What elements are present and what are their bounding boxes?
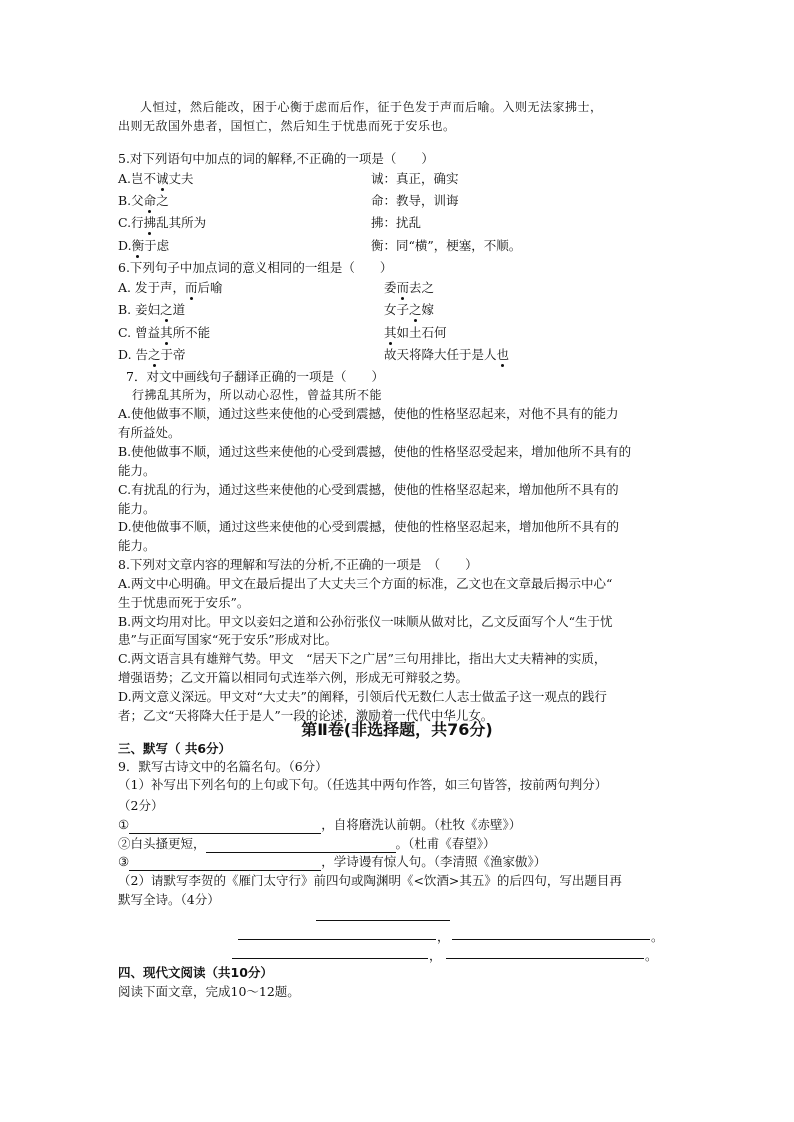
q7-option-d-line-2: 能力。 xyxy=(118,538,156,553)
poem-period-2: 。 xyxy=(645,948,658,963)
answer-blank-2[interactable] xyxy=(206,838,396,853)
q7-option-b-line-1: B.使他做事不顺，通过这些来使他的心受到震撼，使他的性格坚忍受起来，增加他所不具有的 xyxy=(118,444,632,459)
q8-option-d-line-2: 者；乙文“天将降大任于是人”一段的论述，激励着一代代中华儿女。 xyxy=(118,708,494,723)
q9-stem: 9．默写古诗文中的名篇名句。（6分） xyxy=(118,759,328,774)
q5-option-c: C.行拂乱其所为 拂：扰乱 xyxy=(118,215,422,230)
poem-line-3-blank[interactable] xyxy=(232,957,428,959)
q7-option-a-line-2: 有所益处。 xyxy=(118,425,181,440)
passage-line-2: 出则无敌国外患者，国恒亡，然后知生于忧患而死于安乐也。 xyxy=(118,119,456,133)
dotted-word: 也 xyxy=(496,347,510,362)
q9-sub2-instruction-line-2: 默写全诗。（4分） xyxy=(118,892,220,907)
q9-sub1-instruction: （1）补写出下列名句的上句或下句。（任选其中两句作答，如三句皆答，按前两句判分） xyxy=(118,777,608,792)
q5-stem: 5.对下列语句中加点的词的解释,不正确的一项是（ ） xyxy=(118,151,434,166)
dotted-word: 而 xyxy=(396,280,410,295)
poem-title-blank[interactable] xyxy=(316,919,450,921)
section-3-heading: 三、默写（ 共6分） xyxy=(118,741,232,756)
q5-option-d: D.衡于虑 衡：同“横”，梗塞，不顺。 xyxy=(118,238,522,253)
dotted-word: 其 xyxy=(160,325,173,340)
q7-option-d-line-1: D.使他做事不顺，通过这些来使他的心受到震撼，使他的性格坚忍起来，增加他所不具有的 xyxy=(118,519,620,534)
dotted-word: 之 xyxy=(148,347,161,362)
q8-stem: 8.下列对文章内容的理解和写法的分析,不正确的一项是 （ ） xyxy=(118,557,478,572)
answer-blank-3[interactable] xyxy=(129,856,321,871)
q7-quote: 行拂乱其所为，所以动心忍性，曾益其所不能 xyxy=(132,388,383,402)
q6-option-c: C. 曾益其所不能 其如土石何 xyxy=(118,325,447,340)
q5-option-b: B.父命之 命：教导，训诲 xyxy=(118,193,459,208)
part-2-title: 第Ⅱ卷(非选择题，共76分) xyxy=(301,720,493,739)
q8-option-b-line-2: 患”与正面写国家“死于安乐”形成对比。 xyxy=(118,632,338,647)
section-4-heading: 四、现代文阅读（共10分） xyxy=(118,965,273,980)
q5-option-d-gloss: 衡：同“横”，梗塞，不顺。 xyxy=(371,238,522,253)
dotted-word: 之 xyxy=(160,302,173,317)
q8-option-d-line-1: D.两文意义深远。甲文对“大丈夫”的阐释，引领后代无数仁人志士做孟子这一观点的践行 xyxy=(118,689,607,704)
poem-line-1-blank[interactable] xyxy=(238,938,436,940)
dotted-word: 而 xyxy=(184,280,198,295)
q6-option-b: B. 妾妇之道 女子之嫁 xyxy=(118,302,435,317)
q9-sub1-score: （2分） xyxy=(118,798,164,813)
poem-comma-1: ， xyxy=(437,929,450,944)
section-4-intro: 阅读下面文章，完成10～12题。 xyxy=(118,984,300,999)
q8-option-c-line-2: 增强语势；乙文开篇以相同句式连举六例，形成无可辩驳之势。 xyxy=(118,670,469,685)
q8-option-c-line-1: C.两文语言具有雄辩气势。甲文 “居天下之广居”三句用排比，指出大丈夫精神的实质， xyxy=(118,651,607,666)
poem-line-2-blank[interactable] xyxy=(452,938,650,940)
q7-option-c-line-2: 能力。 xyxy=(118,501,156,516)
q5-option-a-gloss: 诚：真正，确实 xyxy=(371,171,459,186)
q5-option-b-gloss: 命：教导，训诲 xyxy=(371,193,459,208)
dotted-word: 其 xyxy=(384,325,397,340)
dotted-word: 之 xyxy=(409,302,422,317)
q5-option-c-gloss: 拂：扰乱 xyxy=(371,215,422,230)
q8-option-b-line-1: B.两文均用对比。甲文以妾妇之道和公孙衍张仪一味顺从做对比，乙文反面写个人“生于忧 xyxy=(118,614,613,629)
q6-stem: 6.下列句子中加点词的意义相同的一组是（ ） xyxy=(118,260,393,275)
answer-blank-1[interactable] xyxy=(129,819,321,834)
poem-period-1: 。 xyxy=(651,929,664,944)
q9-item-1: ① ，自将磨洗认前朝。（杜牧《赤壁》） xyxy=(118,817,522,832)
dotted-word: 衡 xyxy=(131,238,145,253)
q7-option-a-line-1: A.使他做事不顺，通过这些来使他的心受到震撼，使他的性格坚忍起来，对他不具有的能力 xyxy=(118,406,619,421)
q5-option-a: A.岂不诚丈夫 诚：真正，确实 xyxy=(118,171,459,186)
q6-option-a: A. 发于声，而后喻 委而去之 xyxy=(118,280,435,295)
poem-comma-2: ， xyxy=(429,948,442,963)
q9-sub2-instruction-line-1: （2）请默写李贺的《雁门太守行》前四句或陶渊明《<饮酒>其五》的后四句，写出题目再 xyxy=(118,873,622,888)
q9-item-3: ③ ，学诗谩有惊人句。（李清照《渔家傲》） xyxy=(118,854,547,869)
q8-option-a-line-2: 生于忧患而死于安乐”。 xyxy=(118,595,250,610)
q7-option-b-line-2: 能力。 xyxy=(118,463,156,478)
q6-option-d: D. 告之于帝 故天将降大任于是人也 xyxy=(118,347,510,362)
dotted-word: 拂 xyxy=(143,215,157,230)
q7-option-c-line-1: C.有扰乱的行为，通过这些来使他的心受到震撼，使他的性格坚忍起来，增加他所不具有的 xyxy=(118,482,619,497)
dotted-word: 诚 xyxy=(156,171,169,186)
poem-line-4-blank[interactable] xyxy=(446,957,644,959)
q9-item-2: ②白头搔更短， 。（杜甫《春望》） xyxy=(118,836,496,851)
passage-line-1: 人恒过，然后能改，困于心衡于虑而后作，征于色发于声而后喻。入则无法家拂士， xyxy=(140,100,603,114)
dotted-word: 命 xyxy=(143,193,157,208)
q7-stem: 7．对文中画线句子翻译正确的一项是（ ） xyxy=(126,369,384,384)
q8-option-a-line-1: A.两文中心明确。甲文在最后提出了大丈夫三个方面的标准，乙文也在文章最后揭示中心“ xyxy=(118,576,613,591)
